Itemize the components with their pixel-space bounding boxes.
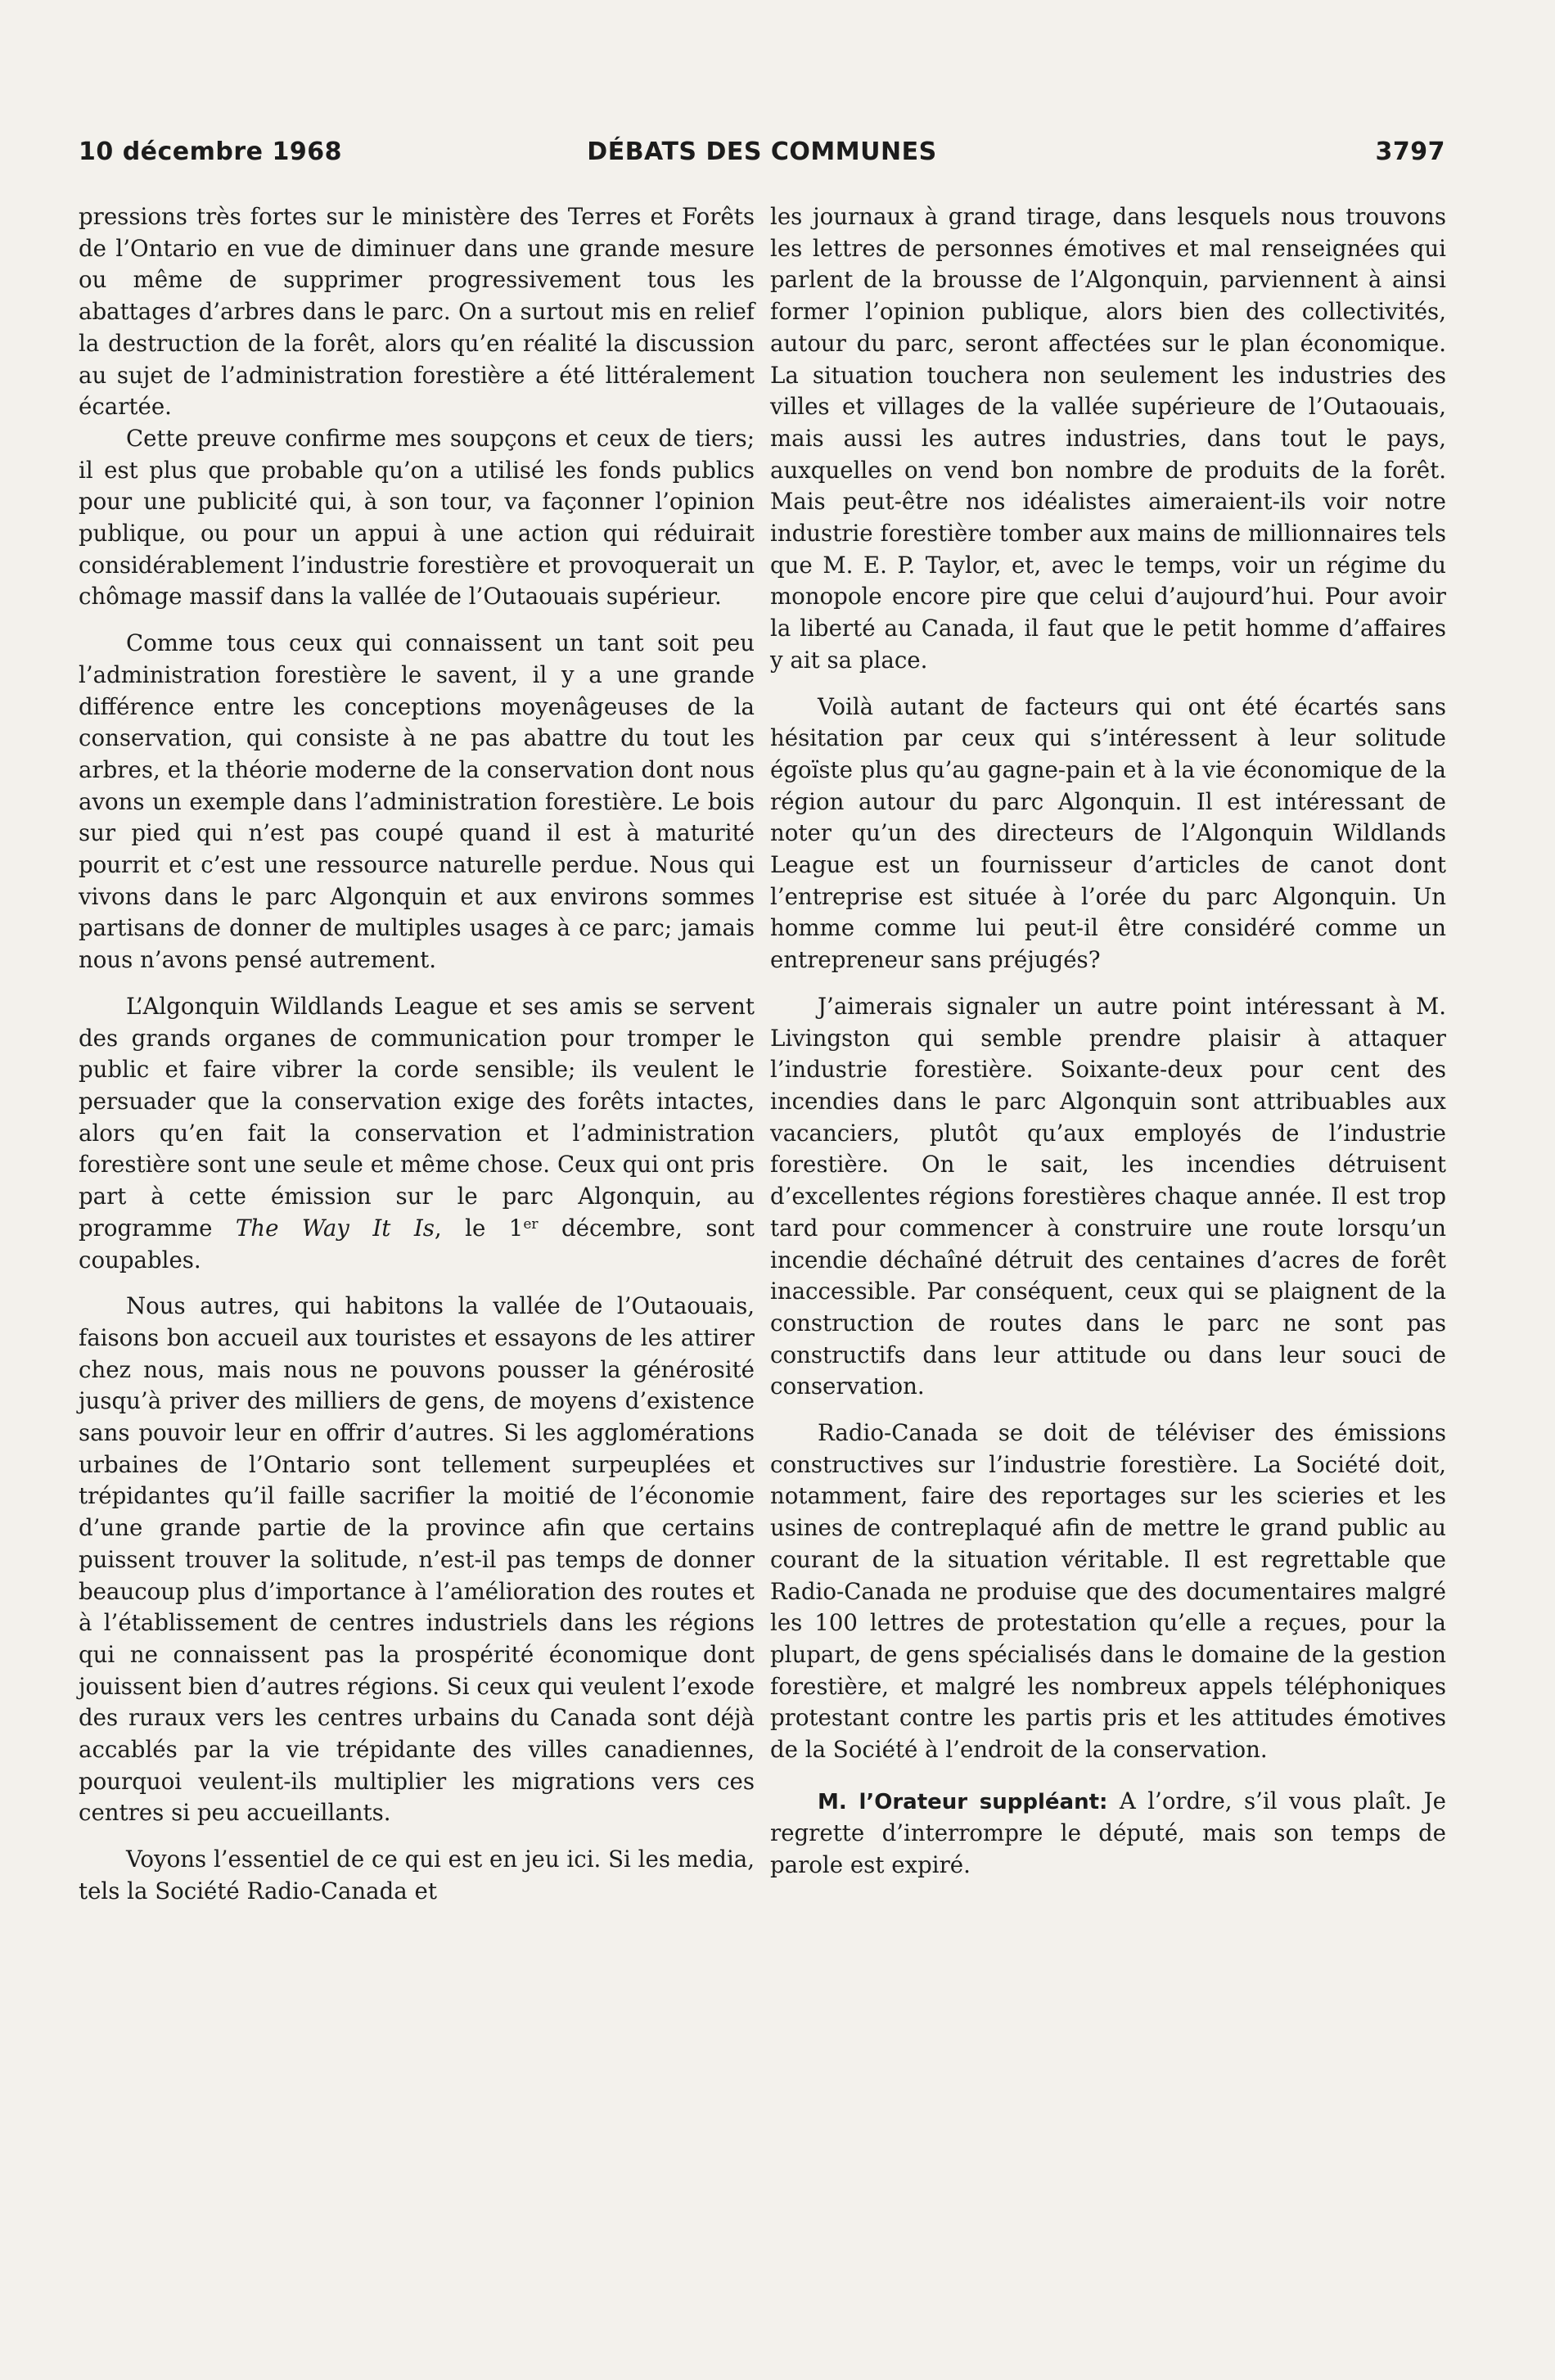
paragraph: les journaux à grand tirage, dans lesquels nous trouvons les lettres de personnes émotives et mal renseignées qui parlent de la brousse de l’Algonquin, parviennent à ainsi former l’opinion publique, alors bien des collectivités, autour du parc, seront affectées sur le plan économique. La situation touchera non seulement les industries des villes et villages de la vallée supérieure de l’Outaouais, mais aussi les autres industries, dans tout le pays, auxquelles on vend bon nombre de produits de la forêt. Mais peut-être nos idéalistes aimeraient-ils voir notre industrie forestière tomber aux mains de millionnaires tels que M. E. P. Taylor, et, avec le temps, voir un régime du monopole encore pire que celui d’aujourd’hui. Pour avoir la liberté au Canada, il faut que le petit homme d’affaires y ait sa place. (770, 203, 1446, 674)
paragraph (79, 991, 755, 1276)
paragraph: Voilà autant de facteurs qui ont été écartés sans hésitation par ceux qui s’intéressent à leur solitude égoïste plus qu’au gagne-pain et à la vie économique de la région autour du parc Algonquin. Il est intéressant de noter qu’un des directeurs de l’Algonquin Wildlands League est un fournisseur d’articles de canot dont l’entreprise est située à l’orée du parc Algonquin. Un homme comme lui peut-il être considéré comme un entrepreneur sans préjugés? (770, 692, 1446, 974)
paragraph-text: décembre, sont coupables. (79, 1214, 755, 1273)
speaker-paragraph (770, 1786, 1446, 1882)
paragraph: Nous autres, qui habitons la vallée de l’Outaouais, faisons bon accueil aux touristes et essayons de les attirer chez nous, mais nous ne pouvons pousser la générosité jusqu’à priver des milliers de gens, de moyens d’existence sans pouvoir leur en offrir d’autres. Si les agglomérations urbaines de l’Ontario sont tellement surpeuplées et trépidantes qu’il faille sacrifier la moitié de l’économie d’une grande partie de la province afin que certains puissent trouver la solitude, n’est-il pas temps de donner beaucoup plus d’importance à l’amélioration des routes et à l’établissement de centres industriels dans les régions qui ne connaissent pas la prospérité économique dont jouissent bien d’autres régions. Si ceux qui veulent l’exode des ruraux vers les centres urbains du Canada sont déjà accablés par la vie trépidante des villes canadiennes, pourquoi veulent-ils multiplier les migrations vers ces centres si peu accueillants. (79, 1292, 755, 1827)
paragraph: Comme tous ceux qui connaissent un tant soit peu l’administration forestière le savent, il y a une grande différence entre les conceptions moyenâgeuses de la conservation, qui consiste à ne pas abattre du tout les arbres, et la théorie moderne de la conservation dont nous avons un exemple dans l’administration forestière. Le bois sur pied qui n’est pas coupé quand il est à maturité pourrit et c’est une ressource naturelle perdue. Nous qui vivons dans le parc Algonquin et aux environs sommes partisans de donner de multiples usages à ce parc; jamais nous n’avons pensé autrement. (79, 629, 755, 974)
paragraph-text: , le 1 (434, 1214, 524, 1242)
header-title: DÉBATS DES COMMUNES (587, 137, 937, 166)
paragraph-text: A l’ordre, s’il vous plaît. Je regrette d’interrompre le député, mais son temps de parole est expiré. (770, 1787, 1446, 1879)
program-title: The Way It Is (235, 1214, 435, 1242)
left-column (79, 201, 755, 1908)
paragraph: Radio-Canada se doit de téléviser des émissions constructives sur l’industrie forestière. La Société doit, notamment, faire des reportages sur les scieries et les usines de contreplaqué afin de mettre le grand public au courant de la situation véritable. Il est regrettable que Radio-Canada ne produise que des documentaires malgré les 100 lettres de protestation qu’elle a reçues, pour la plupart, de gens spécialisés dans le domaine de la gestion forestière, et malgré les nombreux appels téléphoniques protestant contre les partis pris et les attitudes émotives de la Société à l’endroit de la conservation. (770, 1419, 1446, 1764)
paragraph-text: L’Algonquin Wildlands League et ses amis se servent des grands organes de communication pour tromper le public et faire vibrer la corde sensible; ils veulent le persuader que la conservation exige des forêts intactes, alors qu’en fait la conservation et l’administration forestière sont une seule et même chose. Ceux qui ont pris part à cette émission sur le parc Algonquin, au programme (79, 992, 755, 1242)
header-page-number: 3797 (1375, 137, 1445, 166)
right-column (770, 201, 1446, 1882)
header-date: 10 décembre 1968 (79, 137, 342, 166)
running-head (79, 137, 1445, 175)
ordinal-superscript: er (523, 1215, 539, 1233)
paragraph: pressions très fortes sur le ministère des Terres et Forêts de l’Ontario en vue de diminuer dans une grande mesure ou même de supprimer progressivement tous les abattages d’arbres dans le parc. On a surtout mis en relief la destruction de la forêt, alors qu’en réalité la discussion au sujet de l’administration forestière a été littéralement écartée. (79, 203, 755, 421)
paragraph: J’aimerais signaler un autre point intéressant à M. Livingston qui semble prendre plaisir à attaquer l’industrie forestière. Soixante-deux pour cent des incendies dans le parc Algonquin sont attribuables aux vacanciers, plutôt qu’aux employés de l’industrie forestière. On le sait, les incendies détruisent d’excellentes régions forestières chaque année. Il est trop tard pour commencer à construire une route lorsqu’un incendie déchaîné détruit des centaines d’acres de forêt inaccessible. Par conséquent, ceux qui se plaignent de la construction de routes dans le parc ne sont pas constructifs dans leur attitude ou dans leur souci de conservation. (770, 992, 1446, 1400)
paragraph: Voyons l’essentiel de ce qui est en jeu ici. Si les media, tels la Société Radio-Canada et (79, 1846, 755, 1904)
speaker-name: M. l’Orateur suppléant: (818, 1789, 1108, 1814)
paragraph: Cette preuve confirme mes soupçons et ceux de tiers; il est plus que probable qu’on a utilisé les fonds publics pour une publicité qui, à son tour, va façonner l’opinion publique, ou pour un appui à une action qui réduirait considérablement l’industrie forestière et provoquerait un chômage massif dans la vallée de l’Outaouais supérieur. (79, 424, 755, 611)
